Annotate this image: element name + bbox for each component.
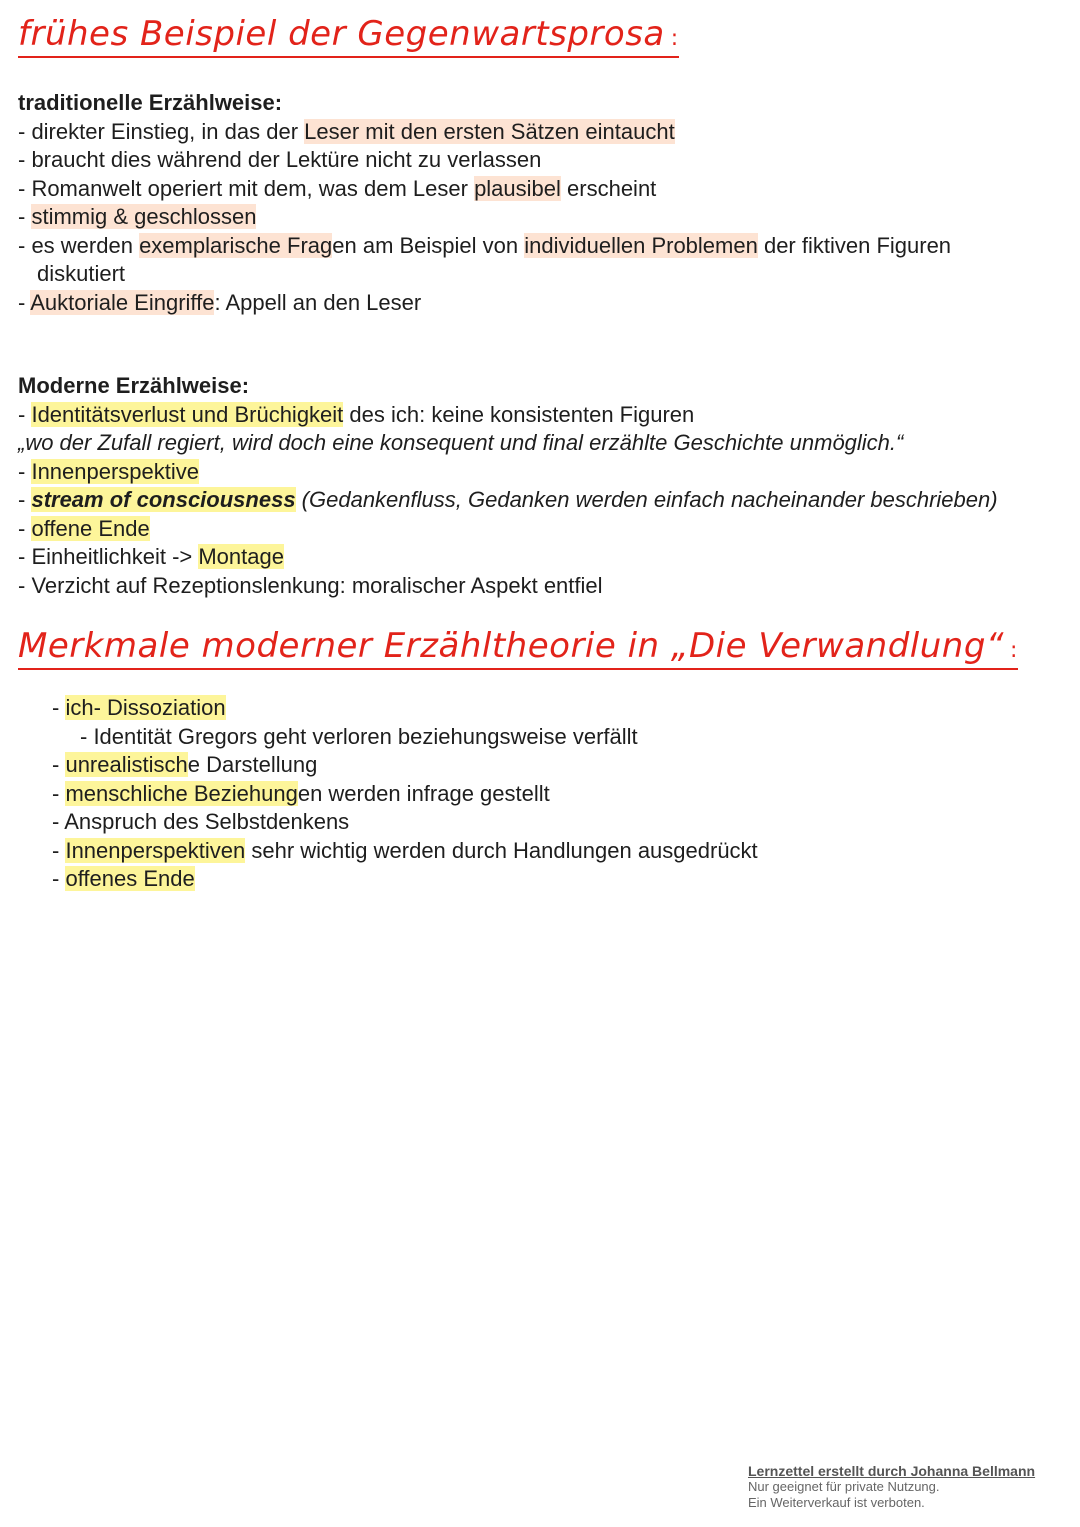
item-text: (Gedankenfluss, Gedanken werden einfach nacheinander beschrieben)	[295, 487, 998, 512]
list-item	[18, 118, 1070, 147]
item-text: -	[52, 837, 66, 863]
list-item	[18, 175, 1070, 204]
item-text: -	[52, 866, 66, 891]
heading-colon: :	[670, 26, 679, 51]
item-text: -	[52, 752, 66, 777]
heading-colon: :	[1010, 638, 1018, 663]
item-text: sehr wichtig werden durch Handlungen ausgedrückt	[245, 837, 758, 863]
item-text: -	[52, 695, 66, 720]
item-text: -	[18, 487, 32, 512]
list-item	[18, 401, 1070, 430]
modern-section	[18, 372, 1070, 600]
highlight-text: plausibel	[474, 175, 561, 201]
features-section	[18, 694, 1070, 894]
list-item	[18, 232, 1070, 261]
highlight-text: individuellen Problemen	[524, 232, 758, 258]
highlight-text: Identitätsverlust und Brüchigkeit	[31, 401, 344, 427]
item-text: der fiktiven Figuren	[757, 232, 952, 258]
heading-verwandlung	[18, 626, 1018, 670]
list-item: - Anspruch des Selbstdenkens	[52, 809, 350, 834]
list-item	[18, 543, 1070, 572]
list-item	[18, 865, 1070, 894]
item-text: -	[18, 401, 32, 427]
item-text: e Darstellung	[187, 752, 318, 777]
item-text: erscheint	[560, 175, 657, 201]
highlight-text: offenes Ende	[65, 866, 195, 891]
item-text: - es werden	[18, 232, 140, 258]
highlight-text: menschliche Beziehung	[65, 780, 298, 806]
item-text: - Romanwelt operiert mit dem, was dem Leser	[18, 175, 475, 201]
list-item-continuation: diskutiert	[37, 261, 126, 286]
traditional-title: traditionelle Erzählweise:	[18, 90, 283, 115]
list-item: - braucht dies während der Lektüre nicht zu verlassen	[18, 147, 542, 172]
list-item: - Verzicht auf Rezeptionslenkung: moralischer Aspekt entfiel	[18, 572, 603, 598]
item-text: -	[52, 780, 66, 806]
list-item	[18, 458, 1070, 487]
item-text: -	[18, 289, 31, 315]
list-item	[18, 289, 1070, 318]
modern-title: Moderne Erzählweise:	[18, 373, 250, 398]
item-text: : Appell an den Leser	[214, 289, 422, 315]
item-text: - Einheitlichkeit ->	[18, 544, 199, 569]
highlight-text: ich- Dissoziation	[65, 695, 226, 720]
list-item	[18, 203, 1070, 232]
list-item	[18, 515, 1070, 544]
item-text: -	[18, 515, 32, 541]
highlight-text: unrealistisch	[65, 752, 188, 777]
highlight-text: Auktoriale Eingriffe	[30, 289, 215, 315]
highlight-text: stream of consciousness	[31, 487, 296, 512]
item-text: -	[18, 204, 32, 229]
highlight-text: Leser mit den ersten Sätzen eintaucht	[304, 118, 675, 144]
heading-gegenwartsprosa	[18, 14, 679, 58]
list-item	[18, 486, 1070, 515]
list-sub-item: - Identität Gregors geht verloren beziehungsweise verfällt	[80, 723, 638, 749]
item-text: - direkter Einstieg, in das der	[18, 118, 305, 144]
footer-note: Nur geeignet für private Nutzung.	[748, 1479, 940, 1494]
list-item	[18, 751, 1070, 780]
item-text: des ich: keine konsistenten Figuren	[343, 401, 695, 427]
highlight-text: exemplarische Frag	[139, 232, 333, 258]
quote-line: „wo der Zufall regiert, wird doch eine konsequent und final erzählte Geschichte unmöglich.“	[18, 430, 904, 455]
list-item	[18, 837, 1070, 866]
item-text: en am Beispiel von	[332, 232, 525, 258]
heading-verwandlung-text: Merkmale moderner Erzähltheorie in „Die Verwandlung“	[18, 626, 1005, 666]
item-text: en werden infrage gestellt	[297, 780, 550, 806]
highlight-text: Montage	[198, 544, 284, 569]
list-item	[18, 780, 1070, 809]
footer-note: Ein Weiterverkauf ist verboten.	[748, 1495, 925, 1510]
list-item	[18, 694, 1070, 723]
traditional-section	[18, 89, 1070, 317]
heading-gegenwartsprosa-text: frühes Beispiel der Gegenwartsprosa	[18, 14, 665, 54]
highlight-text: offene Ende	[31, 515, 150, 541]
footer	[748, 1463, 1035, 1511]
item-text: -	[18, 458, 32, 484]
highlight-text: Innenperspektive	[31, 458, 200, 484]
highlight-text: Innenperspektiven	[65, 837, 246, 863]
highlight-text: stimmig & geschlossen	[31, 204, 257, 229]
footer-author: Lernzettel erstellt durch Johanna Bellmann	[748, 1463, 1036, 1479]
